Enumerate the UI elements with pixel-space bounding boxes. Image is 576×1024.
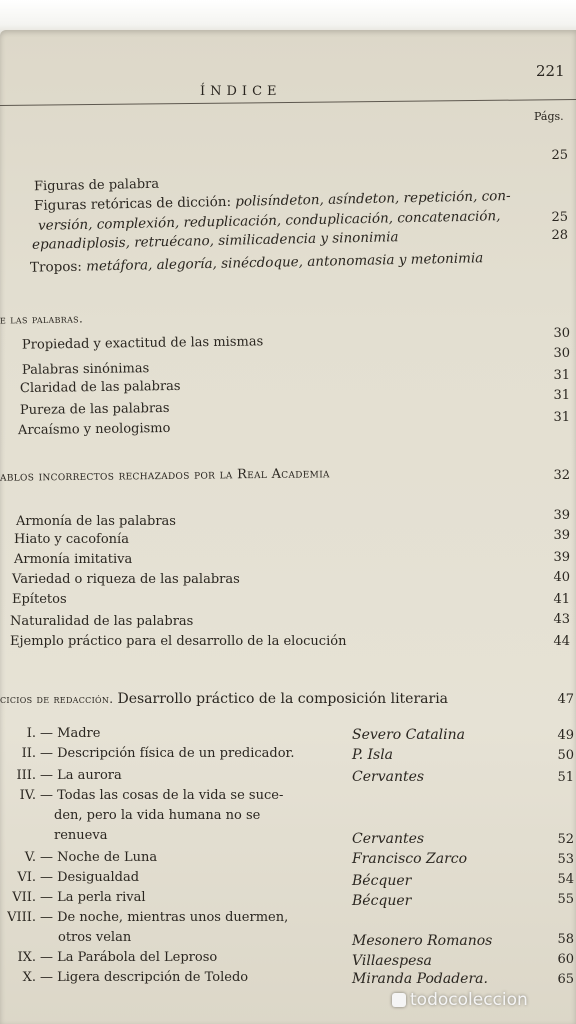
exercise-author: Cervantes <box>352 769 425 785</box>
toc-page-number: 44 <box>553 634 570 649</box>
exercise-number: IX. <box>17 950 36 965</box>
toc-line: Figuras de palabra <box>33 176 160 195</box>
exercise-author: Bécquer <box>352 893 412 909</box>
exercise-title: — La aurora <box>40 768 122 783</box>
exercise-title: renueva <box>54 828 108 843</box>
exercise-number: I. <box>26 726 36 741</box>
toc-page-number: 54 <box>557 872 574 887</box>
toc-entry: Ejemplo práctico para el desarrollo de la elocución <box>10 634 347 649</box>
section-heading-page: 47 <box>557 692 574 707</box>
toc-entry: Armonía de las palabras <box>16 514 176 529</box>
toc-page-number: 49 <box>557 728 574 743</box>
exercise-number: VII. <box>12 890 36 905</box>
section-heading-page: 32 <box>553 468 570 483</box>
toc-page-number: 28 <box>551 228 568 243</box>
page-number: 221 <box>536 62 565 80</box>
section-heading: e las palabras. <box>0 311 84 327</box>
section-heading: cicios de redacción. Desarrollo práctico de la composición literaria <box>0 691 449 707</box>
toc-page-number: 39 <box>553 550 570 565</box>
toc-entry: Hiato y cacofonía <box>14 532 129 547</box>
toc-line: epanadiplosis, retruécano, similicadencia y sinonimia <box>31 229 399 253</box>
exercise-title: — Madre <box>40 726 101 741</box>
toc-page-number: 25 <box>551 210 568 225</box>
toc-page-number: 50 <box>557 748 574 763</box>
toc-page-number: 65 <box>557 972 574 987</box>
exercise-title: otros velan <box>58 930 132 945</box>
exercise-author: Villaespesa <box>352 953 432 969</box>
toc-entry: Arcaísmo y neologismo <box>17 420 171 439</box>
toc-entry: Variedad o riqueza de las palabras <box>12 572 240 587</box>
toc-page-number: 31 <box>553 410 570 425</box>
pages-column-label: Págs. <box>534 110 564 123</box>
exercise-author: Severo Catalina <box>352 727 465 743</box>
exercise-author: Bécquer <box>352 873 412 889</box>
toc-entry: Armonía imitativa <box>14 552 133 567</box>
toc-entry: Pureza de las palabras <box>19 400 170 419</box>
page-title: ÍNDICE <box>200 84 282 99</box>
exercise-number: II. <box>21 746 36 761</box>
toc-entry: Propiedad y exactitud de las mismas <box>21 334 264 353</box>
exercise-title: — La Parábola del Leproso <box>40 950 218 965</box>
toc-page-number: 31 <box>553 368 570 383</box>
toc-entry: Epítetos <box>12 592 67 607</box>
exercise-author: Mesonero Romanos <box>352 933 493 949</box>
toc-page-number: 30 <box>553 346 570 361</box>
toc-page-number: 40 <box>553 570 570 585</box>
exercise-title: — Descripción física de un predicador. <box>40 746 295 761</box>
toc-entry: Claridad de las palabras <box>19 378 181 397</box>
toc-page-number: 60 <box>557 952 574 967</box>
toc-page-number: 51 <box>557 770 574 785</box>
toc-page-number: 58 <box>557 932 574 947</box>
exercise-title: — La perla rival <box>40 890 146 905</box>
exercise-number: V. <box>24 850 36 865</box>
exercise-title: den, pero la vida humana no se <box>54 808 261 823</box>
exercise-author: Francisco Zarco <box>352 851 468 867</box>
toc-page-number: 39 <box>553 508 570 523</box>
exercise-title: — Todas las cosas de la vida se suce- <box>40 788 284 803</box>
toc-page-number: 53 <box>557 852 574 867</box>
toc-page-number: 43 <box>553 612 570 627</box>
exercise-title: — Noche de Luna <box>40 850 158 865</box>
section-heading-page: 30 <box>553 326 570 341</box>
exercise-title: — Desigualdad <box>40 870 140 885</box>
exercise-number: X. <box>22 970 36 985</box>
exercise-title: — De noche, mientras unos duermen, <box>40 910 289 925</box>
exercise-author: P. Isla <box>352 747 394 763</box>
watermark: todocoleccion <box>410 990 528 1010</box>
toc-entry: Palabras sinónimas <box>21 361 150 378</box>
exercise-number: VI. <box>17 870 36 885</box>
exercise-title: — Ligera descripción de Toledo <box>40 970 249 985</box>
section-heading: ablos incorrectos rechazados por la Real Academia <box>0 466 330 485</box>
toc-line: Figuras retóricas de dicción: polisíndeton, asíndeton, repetición, con- <box>33 188 511 214</box>
exercise-number: III. <box>16 768 36 783</box>
toc-line: Tropos: metáfora, alegoría, sinécdoque, antonomasia y metonimia <box>29 250 484 276</box>
watermark-logo-icon <box>392 993 406 1007</box>
toc-entry: Naturalidad de las palabras <box>10 614 194 629</box>
toc-page-number: 41 <box>553 592 570 607</box>
exercise-author: Miranda Podadera. <box>352 971 488 987</box>
exercise-number: IV. <box>19 788 36 803</box>
toc-page-number: 31 <box>553 388 570 403</box>
exercise-number: VIII. <box>7 910 36 925</box>
toc-page-number: 52 <box>557 832 574 847</box>
exercise-author: Cervantes <box>352 831 425 847</box>
toc-page-number: 55 <box>557 892 574 907</box>
toc-line: versión, complexión, reduplicación, conduplicación, concatenación, <box>37 208 501 234</box>
toc-page-number: 39 <box>553 528 570 543</box>
section1-top-page: 25 <box>551 148 568 163</box>
